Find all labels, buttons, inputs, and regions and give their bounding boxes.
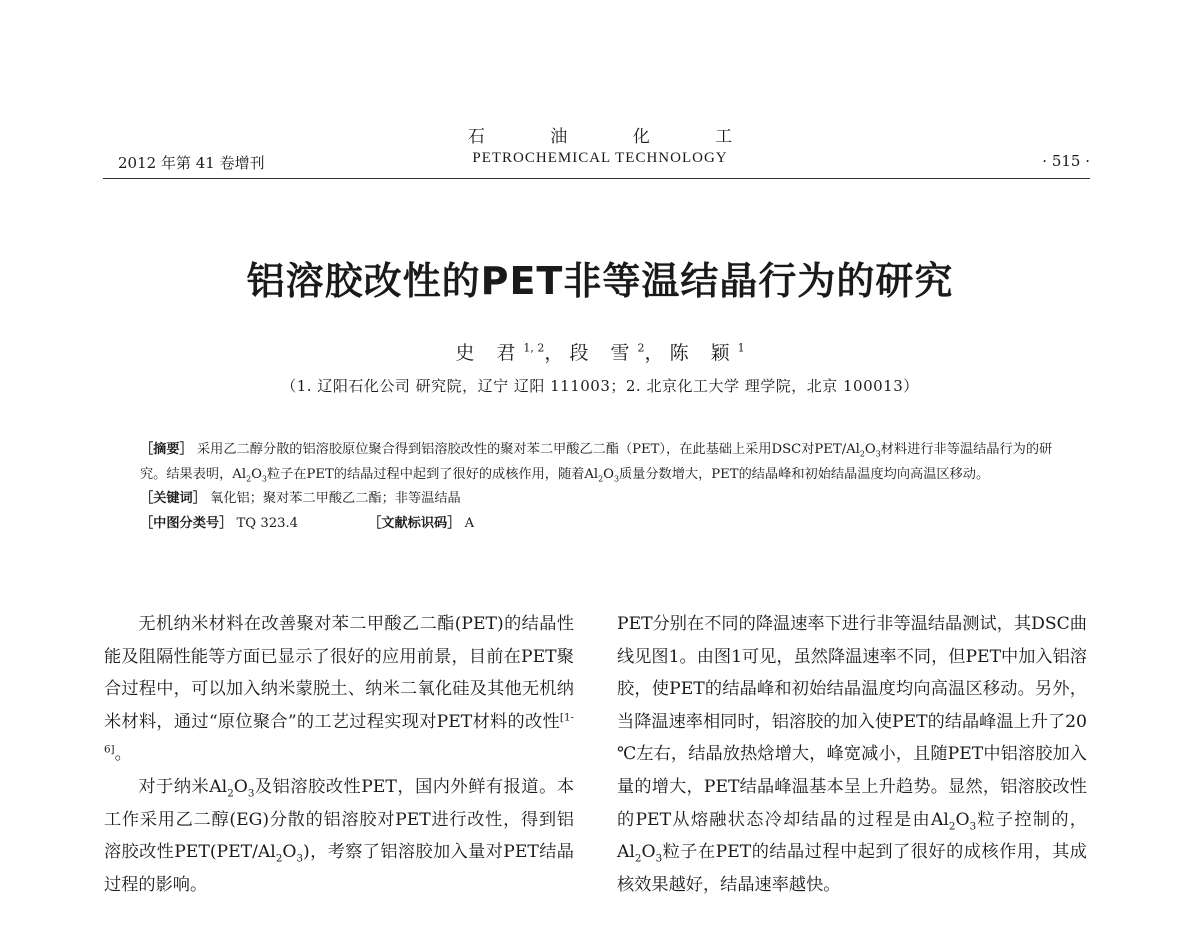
subscript: 2: [634, 852, 642, 865]
subscript: 3: [875, 449, 881, 459]
body-text: O: [641, 842, 656, 863]
author-name: 史 君: [455, 342, 524, 364]
abstract-text: 采用乙二醇分散的铝溶胶原位聚合得到铝溶胶改性的聚对苯二甲酸乙二酯（PET），在此基础上采用DSC对PET/Al: [196, 442, 860, 457]
body-text: 对于纳米Al: [138, 776, 228, 797]
citation: [1-6]: [104, 711, 574, 756]
author-name: 段 雪: [569, 342, 638, 364]
author-name: 陈 颖: [669, 342, 738, 364]
body-text: )，考察了铝溶胶加入量对PET结晶过程的影响。: [104, 842, 574, 895]
subscript: 3: [969, 820, 977, 832]
subscript: 3: [613, 474, 619, 484]
keywords: [140, 487, 1060, 512]
subscript: 3: [655, 852, 663, 865]
abstract: [140, 438, 1060, 487]
body-paragraph: [104, 608, 574, 771]
page-number: · 515 ·: [1042, 152, 1090, 170]
subscript: 3: [296, 852, 304, 865]
classification-label: ［中图分类号］: [140, 515, 233, 531]
paper-title: 铝溶胶改性的PET非等温结晶行为的研究: [246, 259, 954, 303]
abstract-text: 质量分数增大，PET的结晶峰和初始结晶温度均向高温区移动。: [618, 466, 990, 482]
author-affiliation-mark: 1: [737, 341, 745, 355]
document-code-label: ［文献标识码］: [368, 515, 461, 531]
body-text: 粒子在PET的结晶过程中起到了很好的成核作用，其成核效果越好，结晶速率越快。: [617, 842, 1087, 895]
author-line: [0, 338, 1200, 365]
body-text: O: [955, 809, 970, 830]
body-column-right: [617, 608, 1087, 901]
classification-line: [140, 512, 1060, 537]
subscript: 2: [859, 449, 865, 459]
subscript: 3: [261, 474, 267, 484]
body-text: 无机纳米材料在改善聚对苯二甲酸乙二酯(PET)的结晶性能及阻隔性能等方面已显示了很好的应用前景，目前在PET聚合过程中，可以加入纳米蒙脱土、纳米二氧化硅及其他无机纳米材料，通过“原位聚合”的工艺过程实现对PET材料的改性: [104, 614, 574, 732]
body-text: O: [233, 776, 248, 797]
body-text: 粒子控制的，Al: [617, 809, 1087, 863]
abstract-text: O: [603, 466, 614, 482]
body-paragraph: [617, 608, 1087, 901]
body-text: O: [282, 842, 297, 863]
abstract-text: O: [251, 466, 262, 482]
affiliations: （1. 辽阳石化公司 研究院，辽宁 辽阳 111003；2. 北京化工大学 理学院，北京 100013）: [281, 377, 919, 395]
keywords-label: ［关键词］: [140, 491, 206, 506]
author-separator: ，: [644, 342, 664, 364]
subscript: 2: [598, 474, 604, 484]
author-affiliation-mark: 1, 2: [523, 341, 545, 355]
subscript: 2: [948, 820, 956, 832]
abstract-text: O: [864, 442, 876, 457]
subscript: 3: [247, 787, 255, 800]
abstract-text: 粒子在PET的结晶过程中起到了很好的成核作用，随着Al: [266, 466, 599, 482]
classification-value: TQ 323.4: [236, 515, 299, 531]
keywords-text: 氧化铝；聚对苯二甲酸乙二酯；非等温结晶: [210, 491, 461, 506]
abstract-label: ［摘要］: [140, 442, 193, 457]
subscript: 2: [227, 787, 234, 800]
journal-name-en: PETROCHEMICAL TECHNOLOGY: [472, 150, 728, 166]
body-text: 。: [114, 744, 132, 765]
body-paragraph: [104, 771, 574, 901]
journal-name-cn: 石 油 化 工: [467, 127, 763, 147]
body-text: 及铝溶胶改性PET，国内外鲜有报道。本工作采用乙二醇(EG)分散的铝溶胶对PET进行改性，得到铝溶胶改性PET(PET/Al: [104, 776, 575, 863]
abstract-block: [140, 438, 1060, 536]
body-column-left: [104, 608, 574, 901]
header-rule: [103, 178, 1090, 179]
abstract-text: 材料进行非等温结晶行为的研究。结果表明，Al: [140, 442, 1053, 482]
subscript: 2: [246, 474, 252, 484]
author-separator: ，: [544, 342, 564, 364]
subscript: 2: [275, 852, 283, 865]
issue-info: 2012 年第 41 卷增刊: [118, 154, 265, 172]
body-text: PET分别在不同的降温速率下进行非等温结晶测试，其DSC曲线见图1。由图1可见，虽然降温速率不同，但PET中加入铝溶胶，使PET的结晶峰和初始结晶温度均向高温区移动。另外，当降温速率相同时，铝溶胶的加入使PET的结晶峰温上升了20 ℃左右，结晶放热焓增大，峰宽减小，且随PET中铝溶胶加入量的增大，PET结晶峰温基本呈上升趋势。显然，铝溶胶改性的PET从熔融状态冷却结晶的过程是由Al: [617, 614, 1087, 830]
author-affiliation-mark: 2: [637, 341, 645, 355]
document-code-value: A: [464, 515, 475, 531]
